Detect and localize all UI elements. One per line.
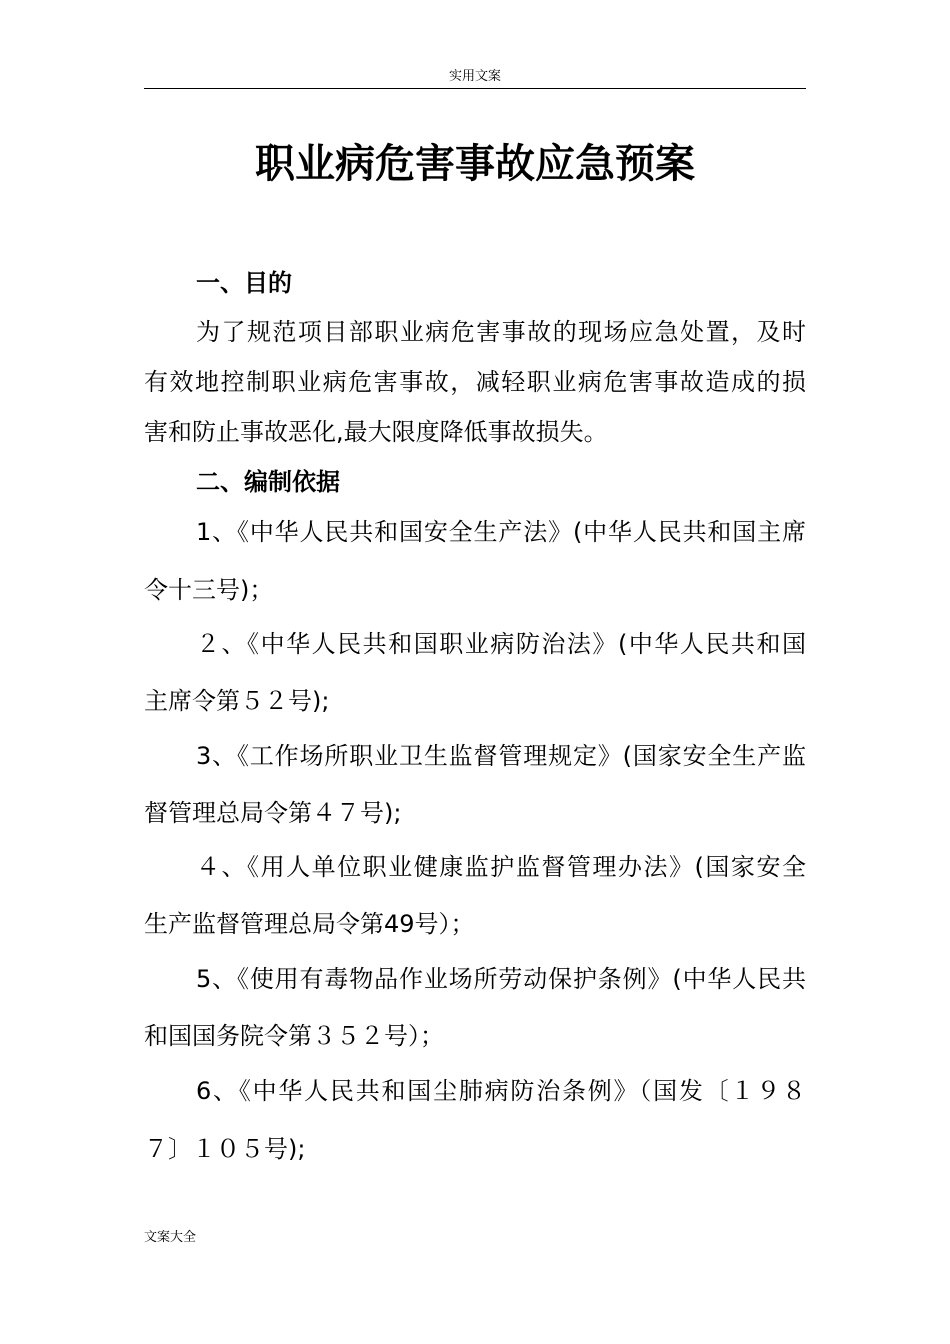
basis-item-4-line-2: 生产监督管理总局令第49号）；: [144, 910, 475, 938]
basis-item-2-line-2: 主席令第５２号);: [144, 687, 330, 715]
document-title: 职业病危害事故应急预案: [255, 141, 695, 187]
section-heading-purpose: 一、目的: [196, 269, 292, 297]
basis-item-6-line-2: ７〕１０５号);: [144, 1135, 306, 1163]
basis-item-5-line-2: 和国国务院令第３５２号）；: [144, 1022, 444, 1050]
basis-item-6-line-1: 6、《中华人民共和国尘肺病防治条例》（国发〔１９８: [196, 1077, 806, 1105]
page-header: 实用文案: [448, 69, 501, 84]
paragraph-line: 为了规范项目部职业病危害事故的现场应急处置，及时: [196, 318, 806, 346]
basis-item-4-line-1: ４、《用人单位职业健康监护监督管理办法》(国家安全: [196, 853, 806, 881]
basis-item-2-line-1: ２、《中华人民共和国职业病防治法》(中华人民共和国: [196, 630, 806, 658]
basis-item-3-line-2: 督管理总局令第４７号);: [144, 799, 402, 827]
basis-item-5-line-1: 5、《使用有毒物品作业场所劳动保护条例》(中华人民共: [196, 965, 806, 993]
page-footer: 文案大全: [144, 1230, 197, 1245]
paragraph-line: 有效地控制职业病危害事故，减轻职业病危害事故造成的损: [144, 368, 806, 396]
basis-item-3-line-1: 3、《工作场所职业卫生监督管理规定》(国家安全生产监: [196, 742, 806, 770]
section-heading-basis: 二、编制依据: [196, 468, 340, 496]
paragraph-line: 害和防止事故恶化,最大限度降低事故损失。: [144, 418, 608, 446]
header-divider: [144, 88, 806, 89]
basis-item-1-line-2: 令十三号)；: [144, 576, 274, 604]
basis-item-1-line-1: 1、《中华人民共和国安全生产法》(中华人民共和国主席: [196, 518, 806, 546]
